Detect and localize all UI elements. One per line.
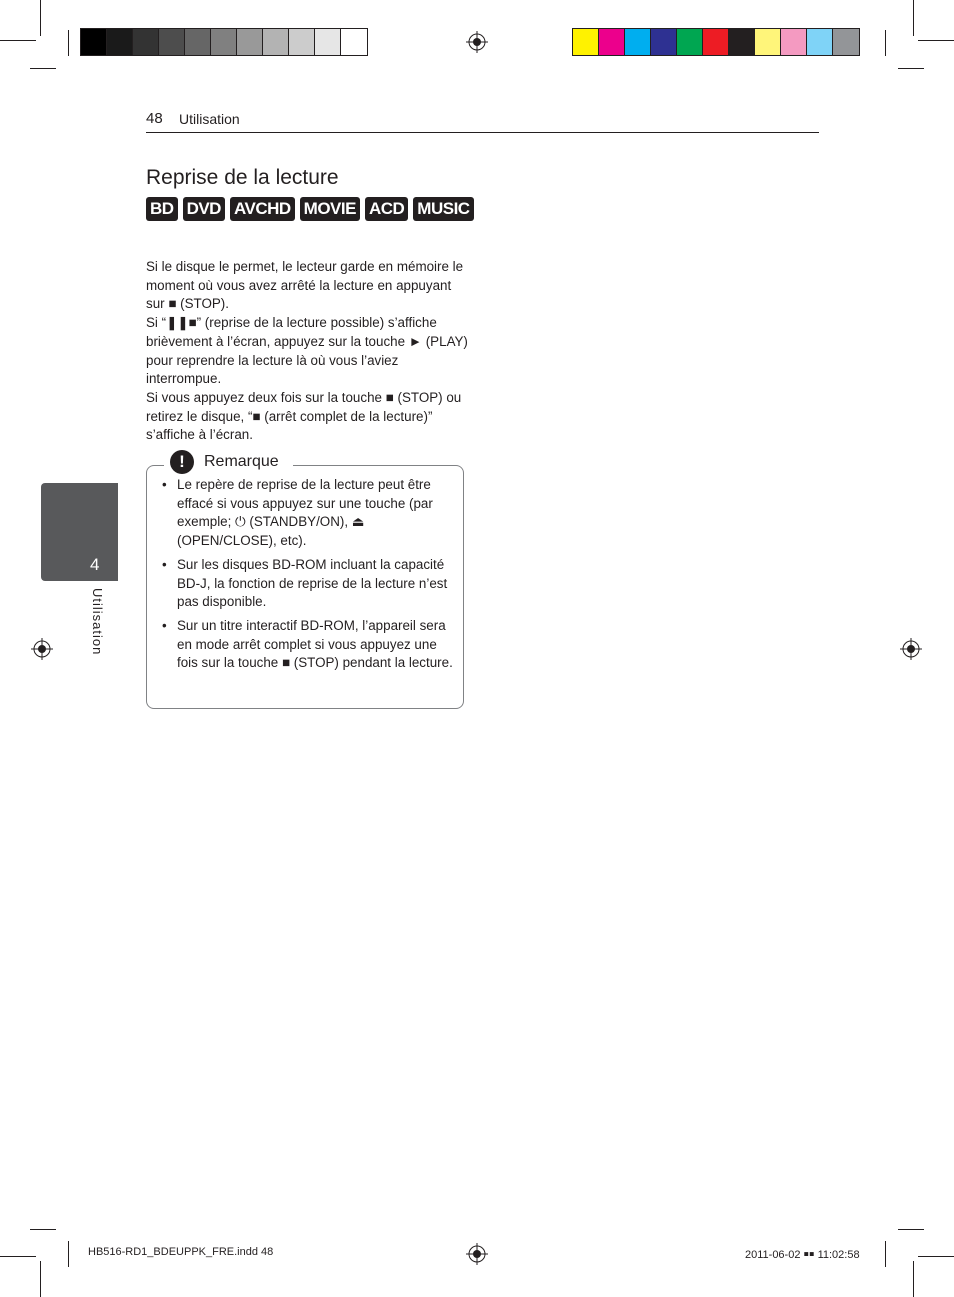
registration-mark-icon [900, 638, 922, 660]
color-swatch [625, 29, 651, 55]
color-swatch [237, 29, 263, 55]
color-swatch [185, 29, 211, 55]
crop-mark [40, 0, 41, 36]
crop-mark [898, 1229, 924, 1230]
color-swatch [341, 29, 367, 55]
section-title: Reprise de la lecture [146, 166, 339, 189]
exclamation-icon: ! [170, 450, 194, 474]
color-swatch [651, 29, 677, 55]
registration-mark-icon [31, 638, 53, 660]
grayscale-calibration-bar [80, 28, 368, 56]
note-label: Remarque [204, 453, 279, 470]
crop-mark [68, 30, 69, 56]
note-list [160, 476, 458, 678]
registration-mark-icon [466, 31, 488, 53]
chapter-label: Utilisation [90, 588, 105, 656]
color-swatch [833, 29, 859, 55]
color-swatch [781, 29, 807, 55]
badge-dvd: DVD [183, 197, 225, 221]
color-swatch [599, 29, 625, 55]
body-text [146, 258, 471, 445]
body-paragraph: Si vous appuyez deux fois sur la touche ■ (STOP) ou retirez le disque, “■ (arrêt complet de la lecture)” s’affiche à l’écran. [146, 389, 462, 443]
crop-mark [30, 1229, 56, 1230]
crop-mark [885, 1241, 886, 1267]
list-item: • Sur un titre interactif BD-ROM, l’appareil sera en mode arrêt complet si vous appuyez une fois sur la touche ■ (STOP) pendant la lecture. [160, 617, 458, 673]
color-calibration-bar [572, 28, 860, 56]
crop-mark [913, 1261, 914, 1297]
color-swatch [159, 29, 185, 55]
color-swatch [107, 29, 133, 55]
crop-mark [0, 1256, 36, 1257]
color-swatch [211, 29, 237, 55]
color-swatch [133, 29, 159, 55]
color-swatch [729, 29, 755, 55]
crop-mark [68, 1241, 69, 1267]
crop-mark [918, 1256, 954, 1257]
color-swatch [677, 29, 703, 55]
crop-mark [885, 30, 886, 56]
body-paragraph: Si “❚❚■” (reprise de la lecture possible) s’affiche brièvement à l’écran, appuyez sur la touche ► (PLAY) pour reprendre la lecture là où vous l’aviez interrompue. [146, 315, 468, 387]
crop-mark [898, 68, 924, 69]
page-number: 48 [146, 110, 163, 127]
badge-acd: ACD [365, 197, 408, 221]
registration-mark-icon [466, 1243, 488, 1265]
color-swatch [289, 29, 315, 55]
badge-avchd: AVCHD [230, 197, 295, 221]
color-swatch [807, 29, 833, 55]
running-header: Utilisation [179, 111, 240, 127]
body-paragraph: Si le disque le permet, le lecteur garde en mémoire le moment où vous avez arrêté la lecture en appuyant sur ■ (STOP). [146, 259, 464, 312]
chapter-number: 4 [90, 555, 100, 574]
badge-music: MUSIC [413, 197, 473, 221]
chapter-tab [41, 483, 118, 581]
color-swatch [755, 29, 781, 55]
header-divider [146, 132, 819, 133]
color-swatch [81, 29, 107, 55]
crop-mark [40, 1261, 41, 1297]
badge-movie: MOVIE [300, 197, 360, 221]
crop-mark [30, 68, 56, 69]
color-swatch [573, 29, 599, 55]
crop-mark [0, 40, 36, 41]
crop-mark [913, 0, 914, 36]
footer-timestamp: 2011-06-02 ￭￭ 11:02:58 [745, 1249, 860, 1261]
list-item: • Sur les disques BD-ROM incluant la capacité BD-J, la fonction de reprise de la lecture n’est pas disponible. [160, 556, 458, 612]
crop-mark [918, 40, 954, 41]
list-item: • Le repère de reprise de la lecture peut être effacé si vous appuyez sur une touche (par exemple; ⏻ (STANDBY/ON), ⏏ (OPEN/CLOSE), etc). [160, 476, 458, 551]
note-header [164, 450, 293, 474]
disc-type-badges [146, 197, 476, 221]
color-swatch [263, 29, 289, 55]
footer-filename: HB516-RD1_BDEUPPK_FRE.indd 48 [88, 1246, 274, 1258]
badge-bd: BD [146, 197, 178, 221]
color-swatch [315, 29, 341, 55]
color-swatch [703, 29, 729, 55]
